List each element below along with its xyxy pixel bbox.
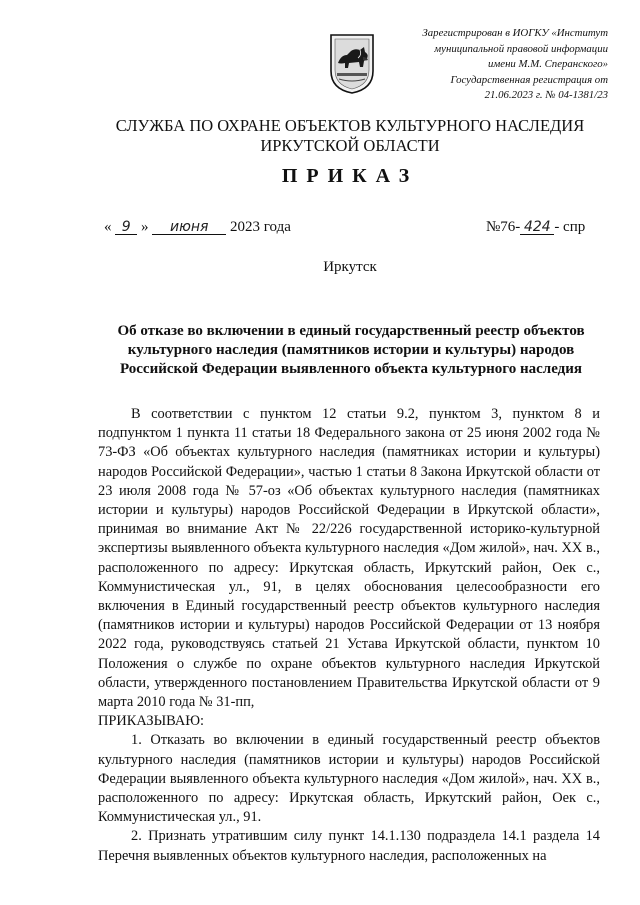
agency-name-line: СЛУЖБА ПО ОХРАНЕ ОБЪЕКТОВ КУЛЬТУРНОГО НАСЛЕДИЯ: [115, 116, 585, 135]
agency-name-line: ИРКУТСКОЙ ОБЛАСТИ: [260, 136, 440, 155]
registration-line: Государственная регистрация от: [450, 73, 608, 86]
order-number-prefix: №76-: [486, 219, 521, 235]
order-date: [104, 219, 291, 236]
heading-line: культурного наследия (памятников истории и культуры) народов: [127, 342, 575, 358]
orders-label: ПРИКАЗЫВАЮ:: [98, 713, 205, 730]
order-heading: [96, 322, 606, 379]
heading-line: Российской Федерации выявленного объекта культурного наследия: [119, 361, 583, 377]
order-number: [486, 219, 585, 236]
order-item-2: 2. Признать утратившим силу пункт 14.1.130 подраздела 14.1 раздела 14 Перечня выявленных объектов культурного наследия, расположенных на: [98, 828, 600, 864]
document-type-title: ПРИКАЗ: [281, 165, 419, 187]
order-body: [98, 405, 600, 866]
order-number-suffix: - спр: [554, 219, 586, 235]
date-day-handwritten: 9: [115, 220, 137, 235]
registration-line: муниципальной правовой информации: [434, 42, 608, 55]
order-item-1: 1. Отказать во включении в единый государственный реестр объектов культурного наследия (памятников истории и культуры) народов Российской Федерации выявленного объекта культурного наследия «Дом жилой», нач. XX в., расположенного по адресу: Иркутская область, Иркутский район, Оек с., Коммунистическая ул., 91.: [98, 732, 600, 826]
date-month-handwritten: июня: [152, 220, 226, 235]
heading-line: Об отказе во включении в единый государственный реестр объектов: [117, 323, 585, 339]
city-name: Иркутск: [323, 259, 377, 275]
preamble-paragraph: В соответствии с пунктом 12 статьи 9.2, пунктом 3, пунктом 8 и подпунктом 1 пункта 11 статьи 18 Федерального закона от 25 июня 2002 года № 73-ФЗ «Об объектах культурного наследия (памятниках истории и культуры) народов Российской Федерации», частью 1 статьи 8 Закона Иркутской области от 23 июля 2008 года № 57-оз «Об объектах культурного наследия (памятниках истории и культуры) народов Российской Федерации в Иркутской области», принимая во внимание Акт № 22/226 государственной историко-культурной экспертизы выявленного объекта культурного наследия «Дом жилой», нач. XX в., расположенного по адресу: Иркутская область, Иркутский район, Оек с., Коммунистическая ул., 91, в целях обоснования целесообразности его включения в Единый государственный реестр объектов культурного наследия (памятников истории и культуры) народов Российской Федерации от 13 ноября 2022 года, руководствуясь статьей 21 Устава Иркутской области, пунктом 10 Положения о службе по охране объектов культурного наследия Иркутской области, утвержденного постановлением Правительства Иркутской области от 9 марта 2010 года № 31-пп,: [98, 406, 600, 711]
registration-stamp: [398, 26, 608, 104]
date-close-quote: »: [141, 219, 149, 235]
agency-name: [40, 116, 640, 156]
registration-line: Зарегистрирован в ИОГКУ «Институт: [422, 27, 608, 39]
date-year: 2023 года: [230, 219, 291, 235]
irkutsk-coat-of-arms-icon: [329, 33, 375, 95]
registration-line: 21.06.2023 г. № 04-1381/23: [484, 89, 608, 101]
date-open-quote: «: [104, 219, 112, 235]
order-number-handwritten: 424: [520, 220, 554, 235]
registration-line: имени М.М. Сперанского»: [487, 58, 608, 70]
